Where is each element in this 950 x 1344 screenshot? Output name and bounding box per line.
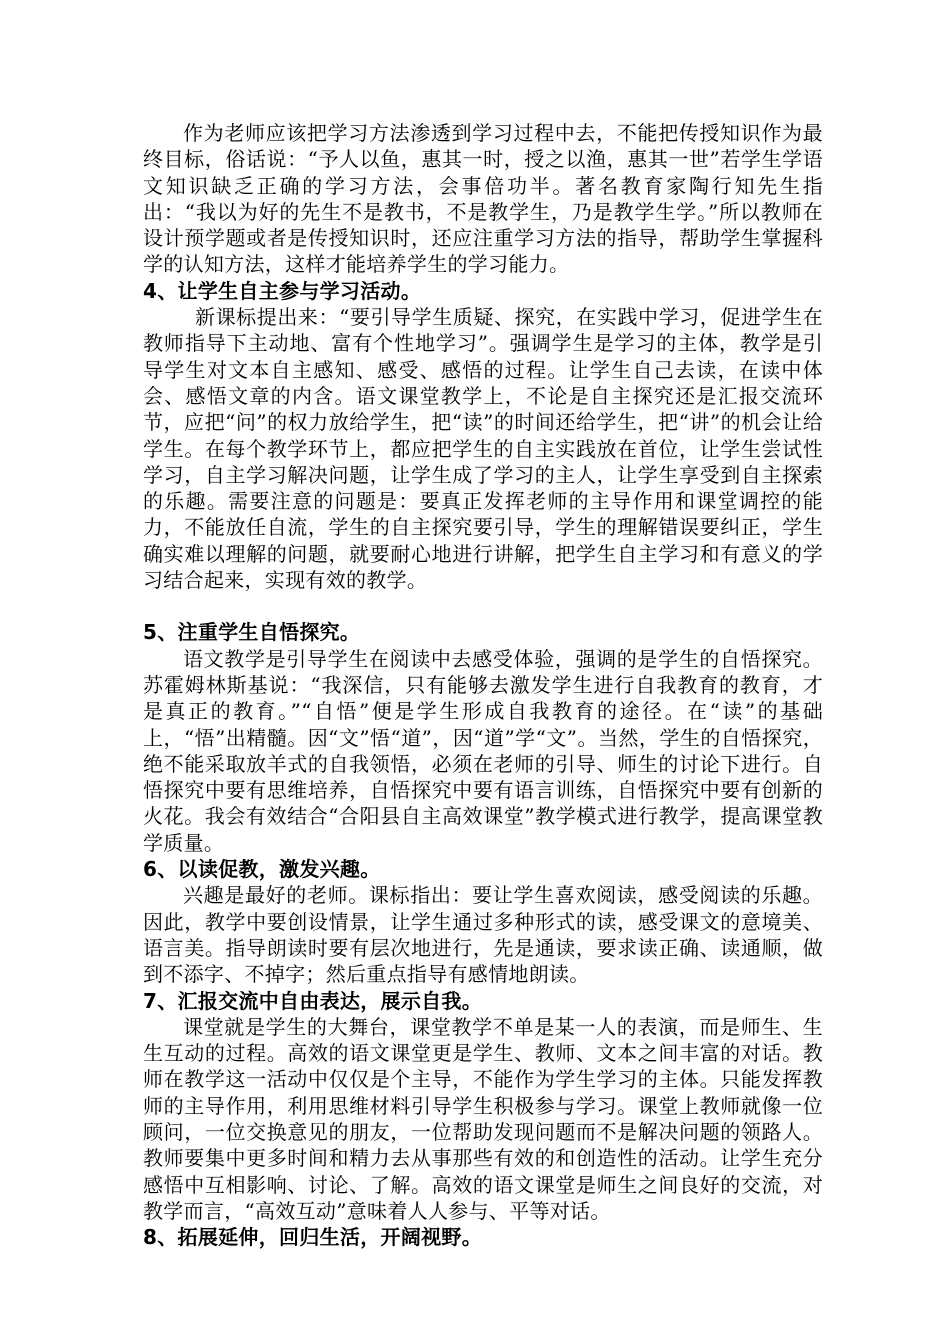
paragraph-learning-methods: 作为老师应该把学习方法渗透到学习过程中去，不能把传授知识作为最终目标，俗话说：“予人以鱼，惠其一时，授之以渔，惠其一世”若学生学语文知识缺乏正确的学习方法，会事倍功半。著名教育家陶行知先生指出：“我以为好的先生不是教书，不是教学生，乃是教学生学。”所以教师在设计预学题或者是传授知识时，还应注重学习方法的指导，帮助学生掌握科学的认知方法，这样才能培养学生的学习能力。 [143, 121, 823, 277]
heading-6: 6、以读促教，激发兴趣。 [143, 857, 381, 882]
heading-4: 4、让学生自主参与学习活动。 [143, 278, 422, 303]
paragraph-6: 兴趣是最好的老师。课标指出：要让学生喜欢阅读，感受阅读的乐趣。因此，教学中要创设情景，让学生通过多种形式的读，感受课文的意境美、语言美。指导朗读时要有层次地进行，先是通读，要求读正确、读通顺，做到不添字、不掉字；然后重点指导有感情地朗读。 [143, 883, 823, 987]
heading-8: 8、拓展延伸，回归生活，开阔视野。 [143, 1225, 483, 1250]
heading-5: 5、注重学生自悟探究。 [143, 620, 361, 645]
document-page [143, 120, 823, 1250]
blank-line [143, 593, 823, 619]
paragraph-5: 语文教学是引导学生在阅读中去感受体验，强调的是学生的自悟探究。苏霍姆林斯基说：“我深信，只有能够去激发学生进行自我教育的教育，才是真正的教育。”“自悟”便是学生形成自我教育的途径。在“读”的基础上，“悟”出精髓。因“文”悟“道”，因“道”学“文”。当然，学生的自悟探究，绝不能采取放羊式的自我领悟，必须在老师的引导、师生的讨论下进行。自悟探究中要有思维培养，自悟探究中要有语言训练，自悟探究中要有创新的火花。我会有效结合“合阳县自主高效课堂”教学模式进行教学，提高课堂教学质量。 [143, 646, 823, 855]
paragraph-7: 课堂就是学生的大舞台，课堂教学不单是某一人的表演，而是师生、生生互动的过程。高效的语文课堂更是学生、教师、文本之间丰富的对话。教师在教学这一活动中仅仅是个主导，不能作为学生学习的主体。只能发挥教师的主导作用，利用思维材料引导学生积极参与学习。课堂上教师就像一位顾问，一位交换意见的朋友，一位帮助发现问题而不是解决问题的领路人。教师要集中更多时间和精力去从事那些有效的和创造性的活动。让学生充分感悟中互相影响、讨论、了解。高效的语文课堂是师生之间良好的交流，对教学而言，“高效互动”意味着人人参与、平等对话。 [143, 1014, 823, 1223]
paragraph-4: 新课标提出来：“要引导学生质疑、探究，在实践中学习，促进学生在教师指导下主动地、富有个性地学习”。强调学生是学习的主体，教学是引导学生对文本自主感知、感受、感悟的过程。让学生自己去读，在读中体会、感悟文章的内含。语文课堂教学上，不论是自主探究还是汇报交流环节，应把“问”的权力放给学生，把“读”的时间还给学生，把“讲”的机会让给学生。在每个教学环节上，都应把学生的自主实践放在首位，让学生尝试性学习，自主学习解决问题，让学生成了学习的主人，让学生享受到自主探索的乐趣。需要注意的问题是：要真正发挥老师的主导作用和课堂调控的能力，不能放任自流，学生的自主探究要引导，学生的理解错误要纠正，学生确实难以理解的问题，就要耐心地进行讲解，把学生自主学习和有意义的学习结合起来，实现有效的教学。 [143, 305, 823, 593]
heading-7: 7、汇报交流中自由表达，展示自我。 [143, 988, 483, 1013]
